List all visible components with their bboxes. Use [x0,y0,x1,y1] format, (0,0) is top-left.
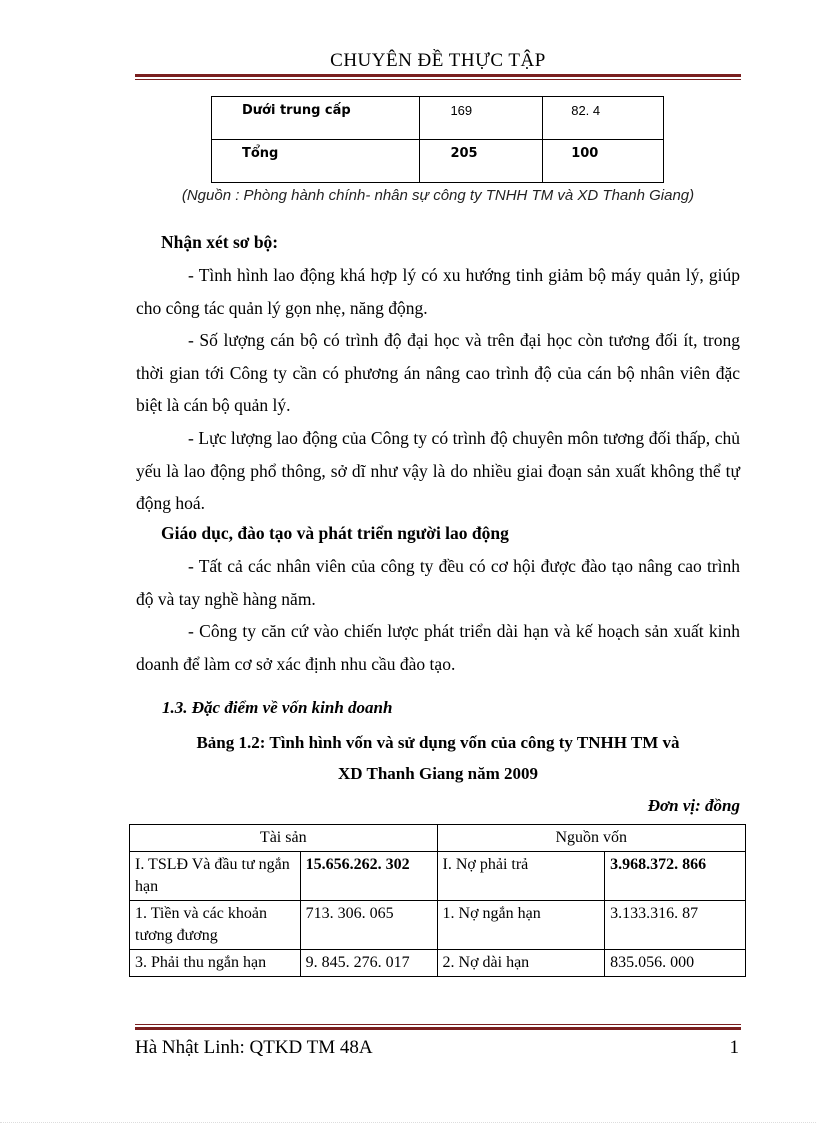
table-cell: 3. Phải thu ngắn hạn [130,950,301,977]
footer-author: Hà Nhật Linh: QTKD TM 48A [135,1037,373,1058]
paragraph: - Tất cả các nhân viên của công ty đều có cơ hội được đào tạo nâng cao trình độ và tay nghề hàng năm. [136,556,740,609]
table-cell: 82. 4 [543,97,664,140]
table-cell: 9. 845. 276. 017 [300,950,437,977]
header-rule-thin [135,79,741,80]
table-row [212,140,664,183]
remarks-heading: Nhận xét sơ bộ: [161,232,279,252]
footer-rule [135,1027,741,1030]
paragraph: - Số lượng cán bộ có trình độ đại học và trên đại học còn tương đối ít, trong thời gian tới Công ty cần có phương án nâng cao trình độ của cán bộ nhân viên đặc biệt là cán bộ quản lý. [136,330,740,416]
table-cell: Dưới trung cấp [212,97,420,140]
table-cell: I. TSLĐ Và đầu tư ngắn hạn [130,852,301,901]
table-cell: 3.968.372. 866 [605,852,746,901]
capital-table [129,824,746,977]
training-heading: Giáo dục, đào tạo và phát triển người lao động [161,523,509,543]
table-row [130,950,746,977]
table-row [212,97,664,140]
table-cell: 100 [543,140,664,183]
source-note: (Nguồn : Phòng hành chính- nhân sự công ty TNHH TM và XD Thanh Giang) [181,187,695,204]
section-title: 1.3. Đặc điểm về vốn kinh doanh [162,698,393,717]
table-row [130,852,746,901]
table-cell: 1. Tiền và các khoản tương đương [130,901,301,950]
table-row [130,901,746,950]
paragraph: - Công ty căn cứ vào chiến lược phát triển dài hạn và kế hoạch sản xuất kinh doanh để làm cơ sở xác định nhu cầu đào tạo. [136,621,740,674]
staff-qualification-table [211,96,664,183]
table-cell: 15.656.262. 302 [300,852,437,901]
table-caption-line-2: XD Thanh Giang năm 2009 [338,764,538,783]
table-header-row [130,825,746,852]
header-rule [135,74,741,77]
table-cell: I. Nợ phải trả [437,852,605,901]
column-header-capital-sources: Nguồn vốn [437,825,745,852]
page-header-title: CHUYÊN ĐỀ THỰC TẬP [330,50,546,71]
table-cell: 205 [420,140,543,183]
remarks-body [136,259,740,520]
training-body [136,550,740,680]
unit-label: Đơn vị: đồng [647,796,740,815]
table-cell: Tổng [212,140,420,183]
table-cell: 835.056. 000 [605,950,746,977]
table-cell: 713. 306. 065 [300,901,437,950]
table-cell: 169 [420,97,543,140]
column-header-assets: Tài sản [130,825,438,852]
table-cell: 2. Nợ dài hạn [437,950,605,977]
table-caption-line-1: Bảng 1.2: Tình hình vốn và sử dụng vốn của công ty TNHH TM và [196,733,680,752]
table-cell: 3.133.316. 87 [605,901,746,950]
paragraph: - Tình hình lao động khá hợp lý có xu hướng tinh giảm bộ máy quản lý, giúp cho công tác quản lý gọn nhẹ, năng động. [136,265,740,318]
footer-rule-thin [135,1024,741,1025]
page-number: 1 [729,1037,739,1058]
paragraph: - Lực lượng lao động của Công ty có trình độ chuyên môn tương đối thấp, chủ yếu là lao động phổ thông, sở dĩ như vậy là do nhiều giai đoạn sản xuất không thể tự động hoá. [136,427,740,514]
table-cell: 1. Nợ ngắn hạn [437,901,605,950]
